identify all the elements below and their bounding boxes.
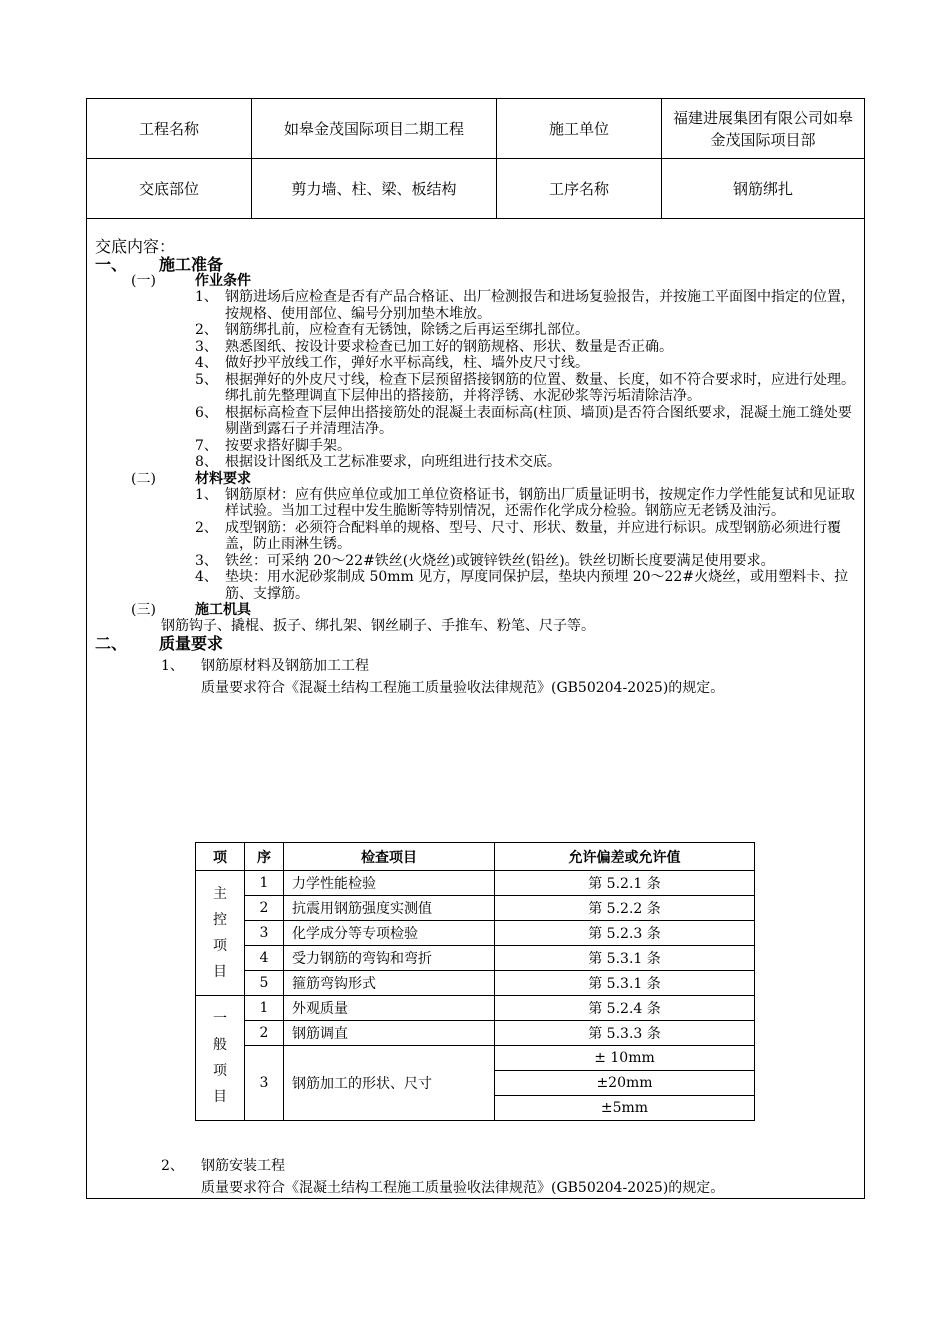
process-label: 工序名称 bbox=[497, 159, 662, 219]
table-header-row bbox=[196, 843, 755, 871]
item-cell: 钢筋加工的形状、尺寸 bbox=[284, 1046, 495, 1121]
section-title: 质量要求 bbox=[159, 633, 224, 653]
item-number: 1、 bbox=[195, 289, 218, 305]
list-item bbox=[95, 454, 860, 471]
item-cell: 钢筋调直 bbox=[284, 1021, 495, 1046]
section-heading bbox=[95, 256, 860, 273]
item-text: 根据设计图纸及工艺标准要求，向班组进行技术交底。 bbox=[225, 454, 561, 470]
item-text: 钢筋绑扎前，应检查有无锈蚀，除锈之后再运至绑扎部位。 bbox=[225, 322, 589, 338]
project-name: 如皋金茂国际项目二期工程 bbox=[252, 99, 497, 159]
part: 剪力墙、柱、梁、板结构 bbox=[252, 159, 497, 219]
item-number: 4、 bbox=[195, 355, 218, 371]
col-header: 检查项目 bbox=[284, 843, 495, 871]
value-cell: ±5mm bbox=[495, 1096, 755, 1121]
content-intro: 交底内容： bbox=[95, 237, 176, 256]
section-number: 二、 bbox=[95, 633, 128, 653]
item-text: 按要求搭好脚手架。 bbox=[225, 437, 351, 454]
item-text: 熟悉图纸、按设计要求检查已加工好的钢筋规格、形状、数量是否正确。 bbox=[225, 338, 673, 355]
item-number: 3、 bbox=[195, 338, 218, 355]
quality-item-desc: 质量要求符合《混凝土结构工程施工质量验收法律规范》(GB50204-2025)的规定。 bbox=[201, 1180, 725, 1196]
item-text: 铁丝：可采纳 20～22#铁丝(火烧丝)或镀锌铁丝(铅丝)。铁丝切断长度要满足使用要求。 bbox=[225, 552, 775, 569]
label-char: 主 bbox=[213, 886, 227, 902]
installation-section bbox=[95, 1152, 860, 1199]
label-char: 般 bbox=[213, 1037, 227, 1053]
list-item bbox=[95, 438, 860, 455]
quality-item-title bbox=[95, 1155, 860, 1177]
seq-cell: 1 bbox=[245, 996, 284, 1021]
part-label: 交底部位 bbox=[87, 159, 252, 219]
label-char: 一 bbox=[213, 1011, 227, 1027]
table-row bbox=[196, 1021, 755, 1046]
list-item bbox=[95, 355, 860, 372]
item-title: 钢筋安装工程 bbox=[201, 1158, 285, 1174]
subsection-title: 材料要求 bbox=[195, 470, 251, 487]
item-number: 1、 bbox=[161, 657, 184, 674]
item-number: 8、 bbox=[195, 454, 218, 470]
value-cell: 第 5.2.4 条 bbox=[495, 996, 755, 1021]
item-cell: 外观质量 bbox=[284, 996, 495, 1021]
list-item bbox=[95, 372, 860, 405]
subsection-heading bbox=[95, 602, 860, 618]
table-row bbox=[196, 971, 755, 996]
list-item bbox=[95, 553, 860, 570]
table-row bbox=[196, 921, 755, 946]
process: 钢筋绑扎 bbox=[662, 159, 865, 219]
item-text: 钢筋原材：应有供应单位或加工单位资格证书，钢筋出厂质量证明书，按规定作力学性能复试和见证取样试验。当加工过程中发生脆断等特别情况，还需作化学成分检验。钢筋应无老锈及油污。 bbox=[225, 486, 855, 519]
item-text: 成型钢筋：必须符合配料单的规格、型号、尺寸、形状、数量，并应进行标识。成型钢筋必须进行覆盖，防止雨淋生锈。 bbox=[225, 519, 841, 552]
item-number: 7、 bbox=[195, 437, 218, 454]
item-number: 6、 bbox=[195, 404, 218, 421]
value-cell: 第 5.3.1 条 bbox=[495, 946, 755, 971]
item-text: 做好抄平放线工作，弹好水平标高线，柱、墙外皮尺寸线。 bbox=[225, 355, 589, 371]
subsection-number: (二) bbox=[131, 470, 156, 487]
col-header: 允许偏差或允许值 bbox=[495, 843, 755, 871]
quality-item-title bbox=[95, 655, 860, 677]
seq-cell: 3 bbox=[245, 1046, 284, 1121]
list-item bbox=[95, 405, 860, 438]
table-row bbox=[196, 1046, 755, 1071]
construction-unit-label: 施工单位 bbox=[497, 99, 662, 159]
group-label-main bbox=[196, 871, 245, 996]
item-number: 5、 bbox=[195, 371, 218, 388]
item-cell: 受力钢筋的弯钩和弯折 bbox=[284, 946, 495, 971]
disclosure-content bbox=[95, 238, 860, 699]
section-number: 一、 bbox=[95, 255, 128, 274]
value-cell: 第 5.3.3 条 bbox=[495, 1021, 755, 1046]
list-item bbox=[95, 569, 860, 602]
project-name-label: 工程名称 bbox=[87, 99, 252, 159]
table-row bbox=[196, 896, 755, 921]
item-text: 钢筋进场后应检查是否有产品合格证、出厂检测报告和进场复验报告，并按施工平面图中指定的位置，按规格、使用部位、编号分别加垫木堆放。 bbox=[225, 289, 855, 322]
item-cell: 化学成分等专项检验 bbox=[284, 921, 495, 946]
item-number: 2、 bbox=[195, 322, 218, 338]
seq-cell: 4 bbox=[245, 946, 284, 971]
seq-cell: 5 bbox=[245, 971, 284, 996]
label-char: 控 bbox=[213, 912, 227, 928]
label-char: 目 bbox=[213, 1089, 227, 1105]
subsection-title: 作业条件 bbox=[195, 273, 251, 289]
label-char: 目 bbox=[213, 964, 227, 980]
list-item bbox=[95, 339, 860, 356]
item-text: 根据标高检查下层伸出搭接筋处的混凝土表面标高(柱顶、墙顶)是否符合图纸要求，混凝土施工缝处要剔凿到露石子并清理洁净。 bbox=[225, 404, 852, 437]
group-label-general bbox=[196, 996, 245, 1121]
item-text: 垫块：用水泥砂浆制成 50mm 见方，厚度同保护层，垫块内预埋 20～22#火烧丝，或用塑料卡、拉筋、支撑筋。 bbox=[225, 569, 849, 602]
item-number: 2、 bbox=[161, 1158, 184, 1174]
item-number: 2、 bbox=[195, 519, 218, 536]
seq-cell: 2 bbox=[245, 896, 284, 921]
value-cell: ± 10mm bbox=[495, 1046, 755, 1071]
inspection-table bbox=[195, 842, 755, 1121]
col-header: 项 bbox=[196, 843, 245, 871]
seq-cell: 1 bbox=[245, 871, 284, 896]
value-cell: 第 5.2.2 条 bbox=[495, 896, 755, 921]
value-cell: ±20mm bbox=[495, 1071, 755, 1096]
section-title: 施工准备 bbox=[159, 255, 224, 274]
item-title: 钢筋原材料及钢筋加工工程 bbox=[201, 657, 369, 674]
value-cell: 第 5.2.3 条 bbox=[495, 921, 755, 946]
seq-cell: 3 bbox=[245, 921, 284, 946]
subsection-number: (三) bbox=[131, 602, 156, 618]
item-number: 4、 bbox=[195, 569, 218, 585]
item-text: 根据弹好的外皮尺寸线，检查下层预留搭接钢筋的位置、数量、长度，如不符合要求时，应进行处理。绑扎前先整理调直下层伸出的搭接筋，并将浮锈、水泥砂浆等污垢清除洁净。 bbox=[225, 371, 855, 404]
item-cell: 力学性能检验 bbox=[284, 871, 495, 896]
seq-cell: 2 bbox=[245, 1021, 284, 1046]
col-header: 序 bbox=[245, 843, 284, 871]
construction-unit: 福建进展集团有限公司如皋金茂国际项目部 bbox=[662, 99, 865, 159]
item-number: 3、 bbox=[195, 552, 218, 569]
label-char: 项 bbox=[213, 1063, 227, 1079]
item-cell: 抗震用钢筋强度实测值 bbox=[284, 896, 495, 921]
label-char: 项 bbox=[213, 938, 227, 954]
list-item bbox=[95, 487, 860, 520]
value-cell: 第 5.3.1 条 bbox=[495, 971, 755, 996]
subsection-heading bbox=[95, 273, 860, 289]
quality-item-desc: 质量要求符合《混凝土结构工程施工质量验收法律规范》(GB50204-2025)的规定。 bbox=[201, 679, 725, 696]
list-item bbox=[95, 520, 860, 553]
tools-text: 钢筋钩子、撬棍、扳子、绑扎架、钢丝刷子、手推车、粉笔、尺子等。 bbox=[161, 618, 595, 634]
list-item bbox=[95, 322, 860, 339]
subsection-number: (一) bbox=[131, 273, 156, 289]
table-row bbox=[196, 871, 755, 896]
section-heading bbox=[95, 635, 860, 652]
list-item bbox=[95, 289, 860, 322]
subsection-heading bbox=[95, 471, 860, 487]
item-number: 1、 bbox=[195, 486, 218, 503]
value-cell: 第 5.2.1 条 bbox=[495, 871, 755, 896]
header-table bbox=[86, 98, 865, 219]
subsection-title: 施工机具 bbox=[195, 602, 251, 618]
item-cell: 箍筋弯钩形式 bbox=[284, 971, 495, 996]
table-row bbox=[196, 996, 755, 1021]
table-row bbox=[196, 946, 755, 971]
